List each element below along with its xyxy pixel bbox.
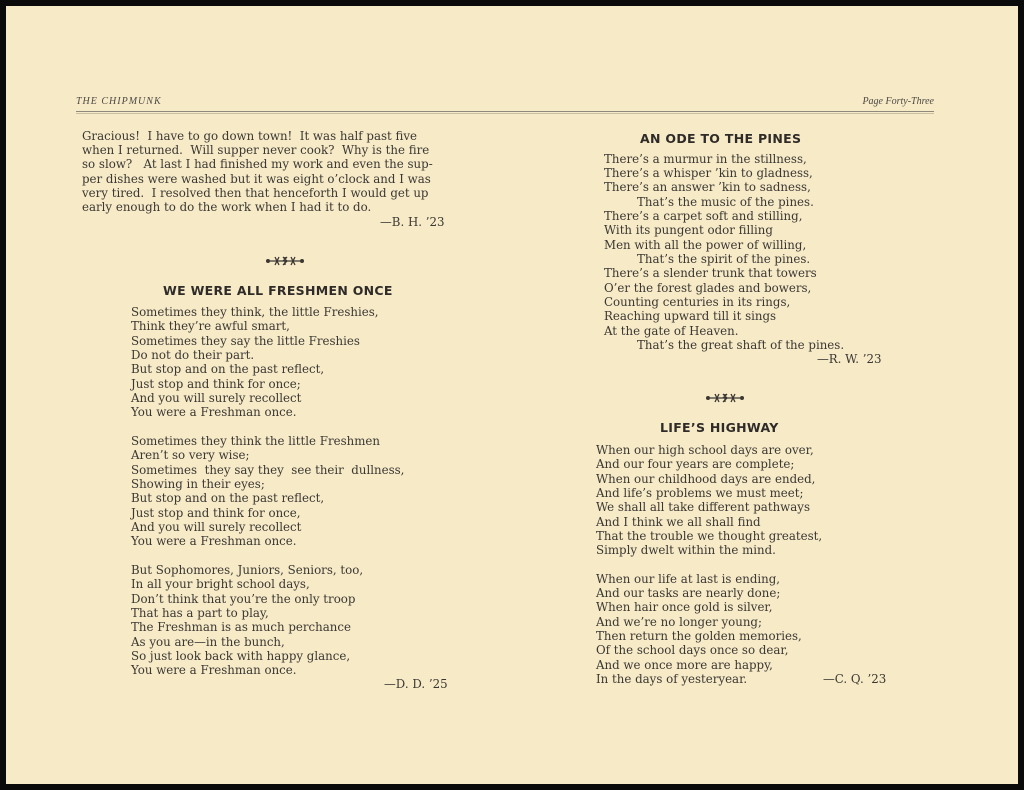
poem-line: So just look back with happy glance,: [131, 649, 351, 663]
poem-signature: —R. W. ’23: [817, 352, 882, 366]
poem-line: Showing in their eyes;: [131, 477, 265, 491]
prose-line: when I returned. Will supper never cook? Why is the fire: [82, 143, 430, 157]
poem-line: But stop and on the past reflect,: [131, 491, 325, 505]
poem-line: But stop and on the past reflect,: [131, 362, 325, 376]
poem-signature: —C. Q. ’23: [823, 672, 887, 686]
poem-title: AN ODE TO THE PINES: [640, 131, 802, 146]
poem-line: Just stop and think for once,: [131, 506, 301, 520]
header-rule: [76, 111, 934, 114]
poem-line: That the trouble we thought greatest,: [596, 529, 823, 543]
poem-line: That has a part to play,: [131, 606, 269, 620]
poem-line: And our four years are complete;: [596, 457, 795, 471]
poem-line: But Sophomores, Juniors, Seniors, too,: [131, 563, 364, 577]
poem-line: That’s the great shaft of the pines.: [637, 338, 845, 352]
poem-line: You were a Freshman once.: [131, 534, 297, 548]
poem-line: Just stop and think for once;: [131, 377, 301, 391]
poem-line: The Freshman is as much perchance: [131, 620, 351, 634]
poem-line: Do not do their part.: [131, 348, 255, 362]
poem-line: Of the school days once so dear,: [596, 643, 789, 657]
poem-line: O’er the forest glades and bowers,: [604, 281, 812, 295]
poem-line: Sometimes they say they see their dullness,: [131, 463, 405, 477]
poem-line: Aren’t so very wise;: [131, 448, 250, 462]
poem-line: Counting centuries in its rings,: [604, 295, 791, 309]
poem-line: Sometimes they think the little Freshmen: [131, 434, 381, 448]
poem-line: And we once more are happy,: [596, 658, 773, 672]
poem-signature: —D. D. ’25: [384, 677, 448, 691]
poem-line: And I think we all shall find: [596, 515, 761, 529]
prose-line: very tired. I resolved then that henceforth I would get up: [82, 186, 429, 200]
poem-line: At the gate of Heaven.: [604, 324, 739, 338]
poem-line: Think they’re awful smart,: [131, 319, 290, 333]
poem-line: And you will surely recollect: [131, 391, 302, 405]
poem-line: There’s a murmur in the stillness,: [604, 152, 807, 166]
poem-line: Don’t think that you’re the only troop: [131, 592, 356, 606]
poem-line: And life’s problems we must meet;: [596, 486, 804, 500]
poem-line: In all your bright school days,: [131, 577, 310, 591]
poem-line: You were a Freshman once.: [131, 663, 297, 677]
poem-line: You were a Freshman once.: [131, 405, 297, 419]
poem-title: WE WERE ALL FRESHMEN ONCE: [163, 283, 393, 298]
poem-line: And we’re no longer young;: [596, 615, 762, 629]
poem-line: When hair once gold is silver,: [596, 600, 773, 614]
poem-line: There’s a slender trunk that towers: [604, 266, 817, 280]
poem-line: That’s the spirit of the pines.: [637, 252, 811, 266]
prose-line: per dishes were washed but it was eight o’clock and I was: [82, 172, 431, 186]
poem-line: Simply dwelt within the mind.: [596, 543, 776, 557]
poem-line: We shall all take different pathways: [596, 500, 811, 514]
poem-line: There’s an answer ’kin to sadness,: [604, 180, 811, 194]
poem-line: There’s a carpet soft and stilling,: [604, 209, 803, 223]
prose-signature: —B. H. ’23: [380, 215, 445, 229]
poem-line: When our high school days are over,: [596, 443, 814, 457]
poem-line: That’s the music of the pines.: [637, 195, 814, 209]
poem-line: When our childhood days are ended,: [596, 472, 816, 486]
running-header: [76, 96, 934, 112]
poem-line: And our tasks are nearly done;: [596, 586, 781, 600]
poem-line: And you will surely recollect: [131, 520, 302, 534]
poem-line: Sometimes they say the little Freshies: [131, 334, 360, 348]
poem-line: With its pungent odor filling: [604, 223, 773, 237]
prose-line: early enough to do the work when I had it to do.: [82, 200, 372, 214]
prose-line: Gracious! I have to go down town! It was half past five: [82, 129, 418, 143]
prose-line: so slow? At last I had finished my work and even the sup-: [82, 157, 433, 171]
poem-line: In the days of yesteryear.: [596, 672, 748, 686]
poem-line: Sometimes they think, the little Freshies,: [131, 305, 379, 319]
poem-line: Then return the golden memories,: [596, 629, 802, 643]
poem-line: Reaching upward till it sings: [604, 309, 777, 323]
page-number: Page Forty-Three: [862, 96, 934, 107]
publication-title: THE CHIPMUNK: [76, 96, 162, 107]
poem-line: As you are—in the bunch,: [131, 635, 285, 649]
ornament-icon: [705, 392, 745, 404]
poem-line: When our life at last is ending,: [596, 572, 781, 586]
poem-line: There’s a whisper ’kin to gladness,: [604, 166, 813, 180]
ornament-icon: [265, 255, 305, 267]
poem-title: LIFE’S HIGHWAY: [660, 420, 779, 435]
poem-line: Men with all the power of willing,: [604, 238, 807, 252]
